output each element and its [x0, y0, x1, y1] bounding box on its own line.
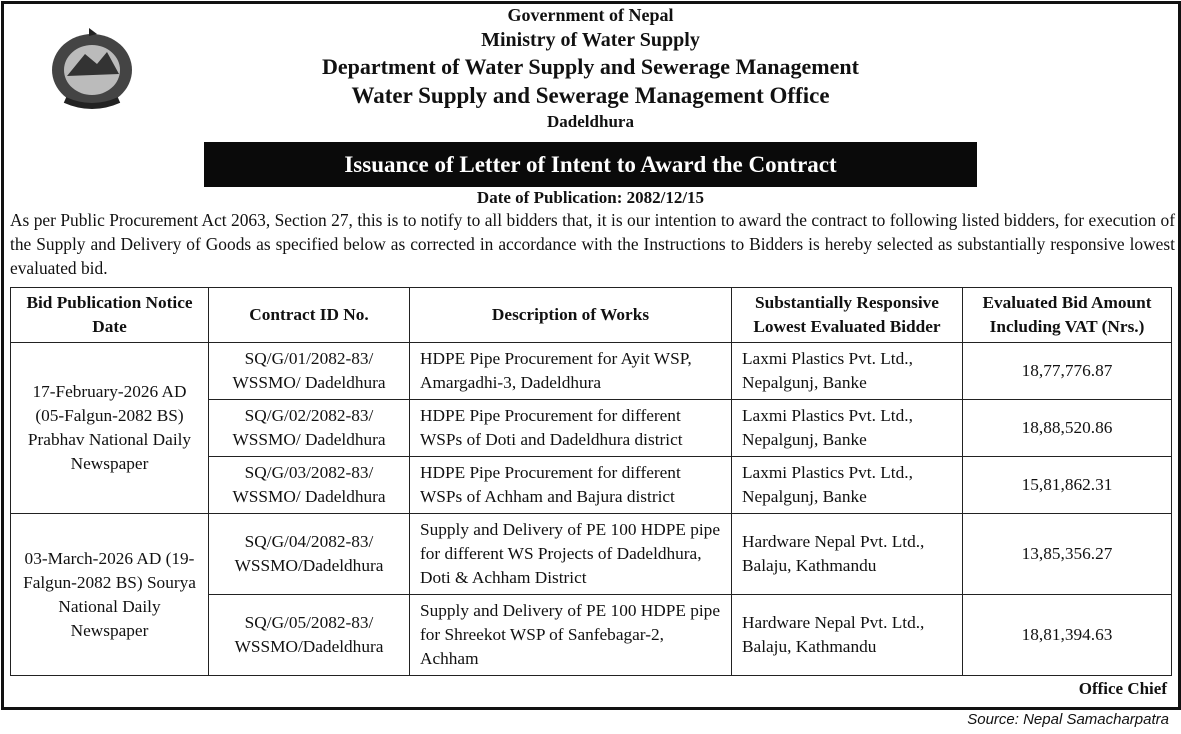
- header-district: Dadeldhura: [547, 112, 634, 131]
- notice-title: Issuance of Letter of Intent to Award the Contract: [204, 142, 977, 187]
- header-notice-date: Bid Publication Notice Date: [11, 288, 209, 343]
- header-description: Description of Works: [410, 288, 732, 343]
- header-amount: Evaluated Bid Amount Including VAT (Nrs.): [963, 288, 1172, 343]
- bidder-cell: Laxmi Plastics Pvt. Ltd., Nepalgunj, Banke: [732, 400, 963, 457]
- amount-cell: 15,81,862.31: [963, 457, 1172, 514]
- contract-id-cell: SQ/G/01/2082-83/ WSSMO/ Dadeldhura: [209, 343, 410, 400]
- amount-cell: 18,77,776.87: [963, 343, 1172, 400]
- notice-date-cell: 17-February-2026 AD (05-Falgun-2082 BS) Prabhav National Daily Newspaper: [11, 343, 209, 514]
- header-contract-id: Contract ID No.: [209, 288, 410, 343]
- bidder-cell: Laxmi Plastics Pvt. Ltd., Nepalgunj, Banke: [732, 343, 963, 400]
- bidder-cell: Laxmi Plastics Pvt. Ltd., Nepalgunj, Banke: [732, 457, 963, 514]
- notice-paragraph: As per Public Procurement Act 2063, Section 27, this is to notify to all bidders that, it is our intention to award the contract to following listed bidders, for execution of the Supply and Delivery of Goods as specified below as corrected in accordance with the Instructions to Bidders is hereby selected as substantially responsive lowest evaluated bid.: [10, 210, 1175, 278]
- contract-id-cell: SQ/G/04/2082-83/ WSSMO/Dadeldhura: [209, 514, 410, 595]
- bidder-cell: Hardware Nepal Pvt. Ltd., Balaju, Kathmandu: [732, 595, 963, 676]
- amount-cell: 13,85,356.27: [963, 514, 1172, 595]
- table-row: [11, 514, 1172, 595]
- amount-cell: 18,88,520.86: [963, 400, 1172, 457]
- header-office: Water Supply and Sewerage Management Office: [351, 83, 830, 108]
- description-cell: Supply and Delivery of PE 100 HDPE pipe for different WS Projects of Dadeldhura, Doti & Achham District: [410, 514, 732, 595]
- amount-cell: 18,81,394.63: [963, 595, 1172, 676]
- header-bidder: Substantially Responsive Lowest Evaluated Bidder: [732, 288, 963, 343]
- bidder-cell: Hardware Nepal Pvt. Ltd., Balaju, Kathmandu: [732, 514, 963, 595]
- signature-office-chief: Office Chief: [1078, 679, 1167, 698]
- table-header-row: [11, 288, 1172, 343]
- description-cell: HDPE Pipe Procurement for Ayit WSP, Amargadhi-3, Dadeldhura: [410, 343, 732, 400]
- contract-id-cell: SQ/G/02/2082-83/ WSSMO/ Dadeldhura: [209, 400, 410, 457]
- contract-id-cell: SQ/G/03/2082-83/ WSSMO/ Dadeldhura: [209, 457, 410, 514]
- header-ministry: Ministry of Water Supply: [481, 29, 700, 51]
- notice-date-cell: 03-March-2026 AD (19-Falgun-2082 BS) Sourya National Daily Newspaper: [11, 514, 209, 676]
- publication-date: Date of Publication: 2082/12/15: [476, 188, 705, 207]
- award-table: [10, 287, 1172, 676]
- description-cell: HDPE Pipe Procurement for different WSPs of Achham and Bajura district: [410, 457, 732, 514]
- description-cell: HDPE Pipe Procurement for different WSPs of Doti and Dadeldhura district: [410, 400, 732, 457]
- source-credit: Source: Nepal Samacharpatra: [967, 711, 1169, 728]
- header-government: Government of Nepal: [507, 5, 674, 25]
- contract-id-cell: SQ/G/05/2082-83/ WSSMO/Dadeldhura: [209, 595, 410, 676]
- description-cell: Supply and Delivery of PE 100 HDPE pipe for Shreekot WSP of Sanfebagar-2, Achham: [410, 595, 732, 676]
- table-row: [11, 343, 1172, 400]
- header-department: Department of Water Supply and Sewerage Management: [322, 54, 859, 79]
